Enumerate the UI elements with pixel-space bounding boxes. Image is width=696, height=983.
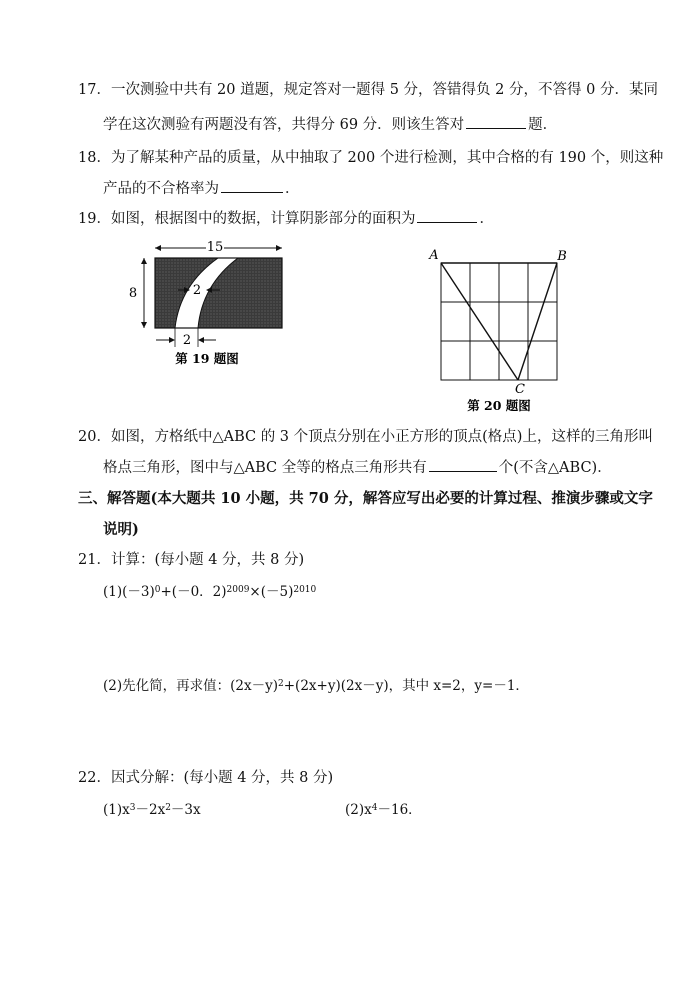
q17-line1 (78, 80, 658, 100)
q21-p1-a: (1)(－3) (103, 584, 155, 600)
q19-line (78, 208, 494, 229)
q22-p2-b: －16． (377, 802, 422, 818)
q18-line1 (78, 148, 663, 168)
width-arrow-right (276, 245, 282, 251)
q18-text: 18．为了解某种产品的质量，从中抽取了 200 个进行检测，其中合格的有 190 个，则这种 (78, 150, 664, 166)
bottom-gap-arrow-right (198, 337, 204, 343)
q21-p1-b: +(－0．2) (160, 584, 227, 600)
q18-text-2a: 产品的不合格率为 (103, 181, 219, 197)
height-arrow-bottom (141, 322, 147, 328)
height-arrow-top (141, 258, 147, 264)
q18-line2 (103, 178, 300, 199)
q21-p2-a-exp: 2 (278, 679, 284, 689)
vertex-c-label: C (515, 382, 525, 397)
width-label: 15 (206, 240, 224, 255)
q17-text-2b: 题． (528, 117, 558, 133)
q20-text-2a: 格点三角形，图中与△ABC 全等的格点三角形共有 (103, 460, 427, 476)
q21-p1-c-exp: 2010 (293, 585, 317, 595)
q17-answer-blank[interactable] (466, 114, 526, 129)
q21-p1-b-exp: 2009 (226, 585, 250, 595)
figure-20 (425, 246, 585, 416)
fig19-caption: 第 19 题图 (175, 351, 239, 366)
q21-title (78, 550, 304, 570)
q18-text-2b: ． (285, 181, 300, 197)
section3-text-2: 说明) (103, 521, 139, 538)
q20-line1 (78, 427, 653, 447)
q17-text-2a: 学在这次测验有两题没有答，共得分 69 分．则该生答对 (103, 117, 465, 133)
segment-bc (518, 263, 557, 380)
q20-text-2b: 个(不含△ABC)． (498, 460, 612, 476)
q22-p1-a: (1)x (103, 802, 130, 818)
q22-p1-b: －2x (135, 802, 166, 818)
section3-heading (78, 489, 653, 509)
q22-part2 (345, 800, 422, 820)
figure-19 (120, 235, 310, 370)
q21-p1-a-exp: 0 (154, 585, 161, 595)
vertex-b-label: B (557, 249, 567, 264)
gap-label-bottom: 2 (182, 333, 192, 348)
q22-p1-b-exp: 2 (165, 803, 171, 813)
q17-text: 17．一次测验中共有 20 道题，规定答对一题得 5 分，答错得负 2 分，不答得 0 分．某同 (78, 82, 658, 98)
q17-line2 (103, 114, 557, 135)
q22-title-text: 22．因式分解：(每小题 4 分，共 8 分) (78, 770, 334, 786)
q21-title-text: 21．计算：(每小题 4 分，共 8 分) (78, 552, 305, 568)
q21-part2 (103, 676, 529, 696)
q20-line2 (103, 457, 612, 478)
q22-p1-c: －3x (170, 802, 201, 818)
q21-part1 (103, 582, 316, 602)
shaded-region-right (198, 258, 282, 328)
height-label: 8 (128, 286, 138, 301)
bottom-gap-arrow-left (169, 337, 175, 343)
section3-heading-line2 (103, 520, 139, 540)
q21-p1-c: ×(－5) (249, 584, 294, 600)
q22-p2-a: (2)x (345, 802, 372, 818)
q20-answer-blank[interactable] (429, 457, 497, 472)
q22-title (78, 768, 333, 788)
section3-text: 三、解答题(本大题共 10 小题，共 70 分，解答应写出必要的计算过程、推演步骤或文字 (78, 490, 653, 507)
vertex-a-label: A (429, 248, 439, 263)
segment-ac (441, 263, 518, 380)
q20-text: 20．如图，方格纸中△ABC 的 3 个顶点分别在小正方形的顶点(格点)上，这样的三角形叫 (78, 429, 653, 445)
q18-answer-blank[interactable] (221, 178, 283, 193)
grid (441, 263, 557, 380)
q19-text: 19．如图，根据图中的数据，计算阴影部分的面积为 (78, 211, 416, 227)
gap-label-mid: 2 (192, 283, 202, 298)
q19-answer-blank[interactable] (417, 208, 477, 223)
q21-p2-b: +(2x+y)(2x－y)，其中 x=2，y=－1． (283, 678, 529, 694)
q22-p2-a-exp: 4 (371, 803, 378, 813)
q19-text-b: ． (479, 211, 494, 227)
width-arrow-left (155, 245, 161, 251)
q22-p1-a-exp: 3 (129, 803, 136, 813)
q21-p2-a: (2)先化简，再求值：(2x－y) (103, 678, 278, 694)
fig20-caption: 第 20 题图 (467, 398, 531, 413)
q22-part1 (103, 800, 201, 820)
